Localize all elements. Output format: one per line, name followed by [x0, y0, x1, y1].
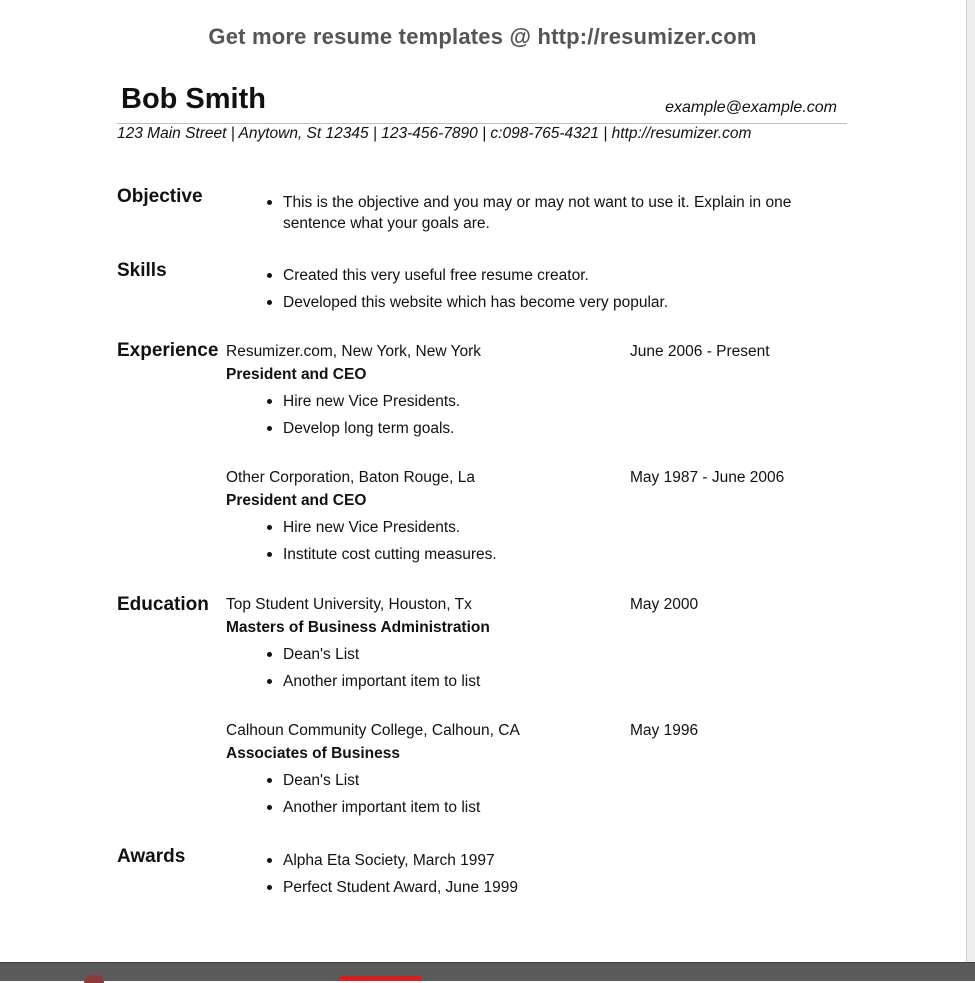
- section-title-experience: Experience: [117, 340, 219, 361]
- experience-org: Other Corporation, Baton Rouge, La: [226, 469, 476, 486]
- banner-link[interactable]: Get more resume templates @ http://resumizer.com: [208, 24, 757, 49]
- skills-list: [267, 265, 668, 319]
- list-item: This is the objective and you may or may not want to use it. Explain in one sentence what your goals are.: [267, 192, 837, 234]
- header-divider: [117, 123, 847, 124]
- experience-duties-list: [267, 391, 460, 445]
- resume-name: Bob Smith: [121, 83, 266, 115]
- taskbar: [0, 962, 975, 981]
- section-title-objective: Objective: [117, 186, 203, 207]
- objective-list: [267, 192, 837, 240]
- education-school: Calhoun Community College, Calhoun, CA: [226, 722, 520, 739]
- education-date: May 2000: [630, 596, 699, 613]
- list-item: Alpha Eta Society, March 1997: [267, 850, 518, 871]
- education-date: May 1996: [630, 722, 699, 739]
- list-item: Another important item to list: [267, 671, 480, 692]
- education-honors-list: [267, 644, 480, 698]
- section-title-awards: Awards: [117, 846, 186, 867]
- contact-line: 123 Main Street | Anytown, St 12345 | 123-456-7890 | c:098-765-4321 | http://resumizer.com: [117, 125, 752, 142]
- experience-role: President and CEO: [226, 366, 367, 383]
- education-degree: Masters of Business Administration: [226, 619, 490, 636]
- awards-list: [267, 850, 518, 904]
- education-school: Top Student University, Houston, Tx: [226, 596, 472, 613]
- section-title-education: Education: [117, 594, 209, 615]
- list-item: Hire new Vice Presidents.: [267, 391, 460, 412]
- list-item: Perfect Student Award, June 1999: [267, 877, 518, 898]
- experience-date: May 1987 - June 2006: [630, 469, 785, 486]
- list-item: Hire new Vice Presidents.: [267, 517, 497, 538]
- taskbar-active-item[interactable]: [339, 976, 421, 981]
- list-item: Institute cost cutting measures.: [267, 544, 497, 565]
- resume-email: example@example.com: [665, 99, 837, 116]
- list-item: Developed this website which has become very popular.: [267, 292, 668, 313]
- taskbar-app-icon[interactable]: [84, 975, 104, 983]
- list-item: Dean's List: [267, 644, 480, 665]
- experience-org: Resumizer.com, New York, New York: [226, 343, 481, 360]
- list-item: Another important item to list: [267, 797, 480, 818]
- experience-role: President and CEO: [226, 492, 367, 509]
- experience-duties-list: [267, 517, 497, 571]
- experience-date: June 2006 - Present: [630, 343, 770, 360]
- list-item: Created this very useful free resume creator.: [267, 265, 668, 286]
- education-honors-list: [267, 770, 480, 824]
- education-degree: Associates of Business: [226, 745, 401, 762]
- list-item: Develop long term goals.: [267, 418, 460, 439]
- list-item: Dean's List: [267, 770, 480, 791]
- section-title-skills: Skills: [117, 260, 167, 281]
- vertical-scrollbar[interactable]: [966, 0, 975, 962]
